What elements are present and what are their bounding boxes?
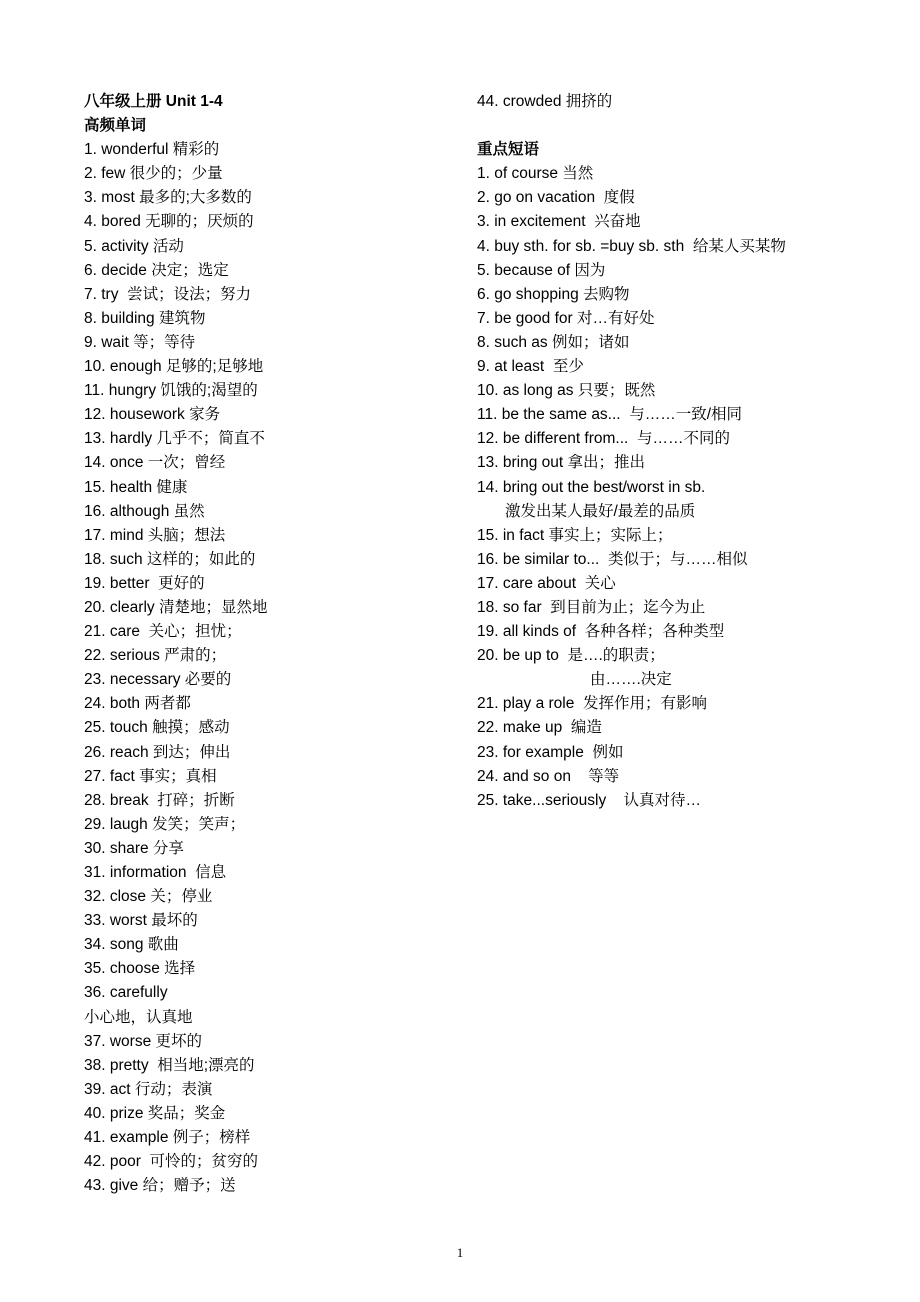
word-entry: 37. worse 更坏的 (84, 1032, 203, 1050)
phrase-entry: 2. go on vacation 度假 (477, 189, 635, 207)
phrase-entry: 16. be similar to... 类似于；与……相似 (477, 550, 748, 568)
word-entry: 13. hardly 几乎不；简直不 (84, 430, 265, 448)
phrase-entry: 13. bring out 拿出；推出 (477, 454, 645, 472)
word-entry: 31. information 信息 (84, 864, 227, 881)
word-entry: 39. act 行动；表演 (84, 1080, 213, 1098)
word-entry: 16. although 虽然 (84, 502, 205, 520)
word-entry: 35. choose 选择 (84, 960, 196, 978)
word-entry: 5. activity 活动 (84, 237, 184, 255)
phrase-entry: 10. as long as 只要；既然 (477, 382, 656, 400)
phrase-entry: 5. because of 因为 (477, 261, 606, 279)
word-entry: 11. hungry 饥饿的;渴望的 (84, 382, 258, 400)
phrase-entry: 23. for example 例如 (477, 743, 624, 761)
phrase-entry: 15. in fact 事实上；实际上； (477, 526, 673, 544)
phrase-entry: 12. be different from... 与……不同的 (477, 430, 730, 448)
word-entry: 40. prize 奖品；奖金 (84, 1104, 226, 1122)
phrase-entry: 20. be up to 是….的职责； (477, 647, 665, 665)
phrase-entry: 9. at least 至少 (477, 358, 584, 376)
word-entry: 14. once 一次；曾经 (84, 454, 226, 472)
word-entry: 25. touch 触摸；感动 (84, 719, 230, 737)
phrase-entry: 17. care about 关心 (477, 574, 616, 592)
phrase-entry-continuation: 激发出某人最好/最差的品质 (505, 502, 696, 520)
word-entry: 30. share 分享 (84, 839, 184, 857)
phrase-entry: 1. of course 当然 (477, 165, 594, 183)
word-entry: 21. care 关心；担忧； (84, 623, 242, 641)
word-entry: 15. health 健康 (84, 478, 188, 496)
word-entry: 32. close 关；停业 (84, 888, 213, 906)
word-entry: 1. wonderful 精彩的 (84, 141, 220, 159)
phrase-entry: 7. be good for 对…有好处 (477, 309, 655, 327)
phrase-entry: 25. take...seriously 认真对待… (477, 791, 701, 809)
phrase-entry: 14. bring out the best/worst in sb. (477, 478, 706, 496)
word-entry: 12. housework 家务 (84, 406, 221, 424)
word-entry: 9. wait 等；等待 (84, 333, 196, 351)
phrase-entry: 3. in excitement 兴奋地 (477, 213, 641, 231)
word-entry: 19. better 更好的 (84, 574, 205, 592)
phrase-entry: 6. go shopping 去购物 (477, 285, 630, 303)
phrase-entry: 21. play a role 发挥作用；有影响 (477, 695, 707, 713)
word-entry: 28. break 打碎；折断 (84, 791, 235, 809)
section-heading-phrases: 重点短语 (477, 141, 540, 159)
right-column (477, 90, 907, 813)
word-entry: 44. crowded 拥挤的 (477, 93, 613, 110)
word-entry: 22. serious 严肃的； (84, 647, 227, 665)
word-entry: 18. such 这样的；如此的 (84, 550, 256, 568)
phrase-entry: 11. be the same as... 与……一致/相同 (477, 406, 743, 424)
word-entry: 20. clearly 清楚地；显然地 (84, 598, 268, 616)
phrase-entry: 8. such as 例如；诸如 (477, 333, 630, 351)
phrase-entry: 18. so far 到目前为止；迄今为止 (477, 598, 706, 616)
word-entry: 36. carefully (84, 984, 168, 1002)
word-entry: 38. pretty 相当地;漂亮的 (84, 1056, 255, 1074)
word-entry: 17. mind 头脑；想法 (84, 526, 226, 544)
word-entry-continuation: 小心地，认真地 (84, 1008, 193, 1026)
word-entry: 34. song 歌曲 (84, 936, 179, 954)
left-column (84, 90, 464, 1198)
page-number: 1 (456, 1245, 464, 1260)
phrase-entry: 24. and so on 等等 (477, 767, 620, 785)
word-entry: 26. reach 到达；伸出 (84, 743, 231, 761)
word-entry: 3. most 最多的;大多数的 (84, 189, 252, 207)
document-title: 八年级上册 Unit 1-4 (84, 93, 223, 110)
word-entry: 23. necessary 必要的 (84, 671, 232, 689)
word-entry: 29. laugh 发笑；笑声； (84, 815, 246, 833)
word-entry: 24. both 两者都 (84, 695, 191, 713)
phrase-entry: 19. all kinds of 各种各样；各种类型 (477, 623, 725, 641)
word-entry: 4. bored 无聊的；厌烦的 (84, 213, 254, 231)
word-entry: 2. few 很少的；少量 (84, 165, 223, 183)
word-entry: 27. fact 事实；真相 (84, 767, 217, 785)
phrase-entry: 4. buy sth. for sb. =buy sb. sth 给某人买某物 (477, 237, 786, 255)
word-entry: 42. poor 可怜的；贫穷的 (84, 1153, 258, 1171)
section-heading-words: 高频单词 (84, 117, 147, 135)
word-entry: 43. give 给；赠予；送 (84, 1177, 236, 1195)
word-entry: 41. example 例子；榜样 (84, 1129, 251, 1147)
word-entry: 7. try 尝试；设法；努力 (84, 285, 252, 303)
word-entry: 8. building 建筑物 (84, 309, 206, 327)
word-entry: 33. worst 最坏的 (84, 912, 198, 930)
phrase-entry: 22. make up 编造 (477, 719, 602, 737)
word-entry: 10. enough 足够的;足够地 (84, 358, 264, 376)
word-entry: 6. decide 决定；选定 (84, 261, 229, 279)
phrase-entry-continuation: 由…….决定 (590, 671, 672, 689)
